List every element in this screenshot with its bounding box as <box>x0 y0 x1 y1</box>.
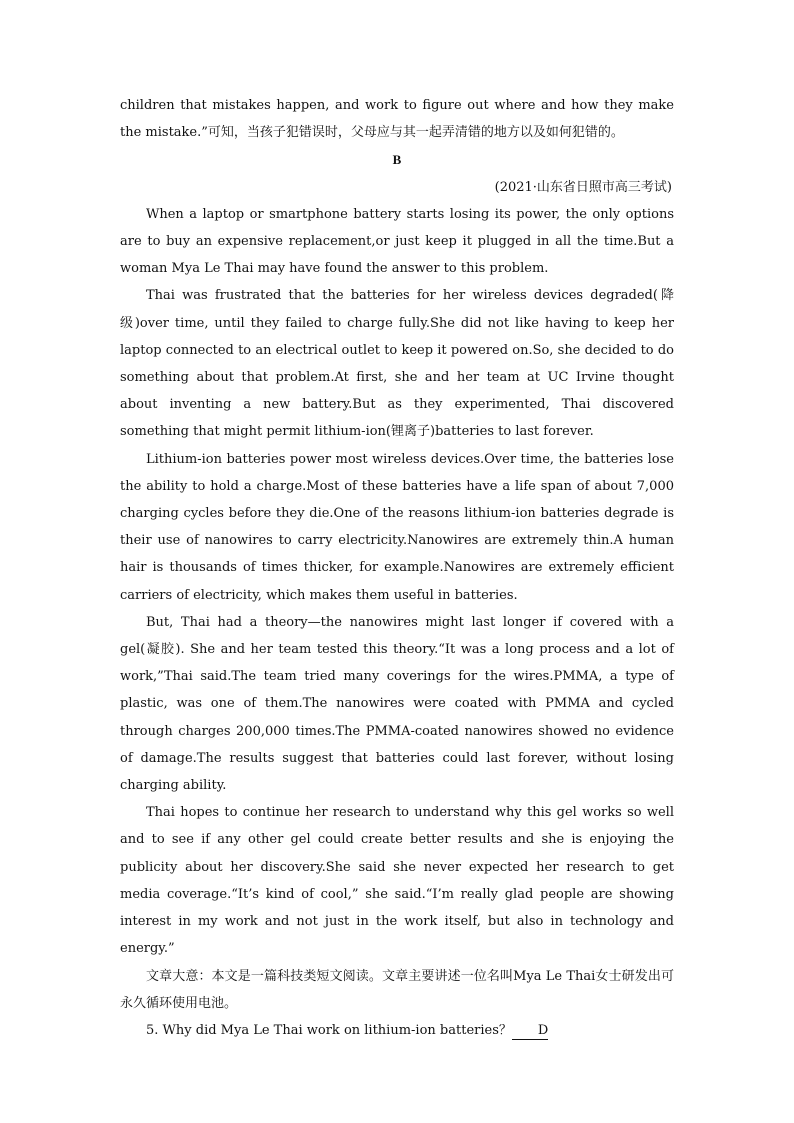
passage-paragraph-4: But, Thai had a theory—the nanowires might last longer if covered with a gel(凝胶). She and her team tested this theory.“It was a long process and a lot of work,”Thai said.The team tried many coverings for the wires.PMMA, a type of plastic, was one of them.The nanowires were coated with PMMA and cycled through charges 200,000 times.The PMMA-coated nanowires showed no evidence of damage.The results suggest that batteries could last forever, without losing charging ability. <box>120 614 674 794</box>
answer-blank: D <box>512 1022 548 1040</box>
document-page <box>120 92 674 1044</box>
summary-paragraph: 文章大意：本文是一篇科技类短文阅读。文章主要讲述一位名叫Mya Le Thai女士研发出可永久循环使用电池。 <box>120 968 674 1011</box>
question-5 <box>120 1017 674 1044</box>
question-text: 5. Why did Mya Le Thai work on lithium-ion batteries？ <box>146 1022 512 1038</box>
section-heading: B <box>392 152 402 168</box>
passage-paragraph-5: Thai hopes to continue her research to understand why this gel works so well and to see if any other gel could create better results and she is enjoying the publicity about her discovery.She said she never expected her research to get media coverage.“It’s kind of cool,” she said.“I’m really glad people are showing interest in my work and not just in the work itself, but also in technology and energy.” <box>120 805 674 957</box>
passage-paragraph-2: Thai was frustrated that the batteries for her wireless devices degraded(降级)over time, until they failed to charge fully.She did not like having to keep her laptop connected to an electrical outlet to keep it powered on.So, she decided to do something about that problem.At first, she and her team at UC Irvine thought about inventing a new battery.But as they experimented, Thai discovered something that might permit lithium-ion(锂离子)batteries to last forever. <box>120 288 674 440</box>
passage-paragraph-1: When a laptop or smartphone battery starts losing its power, the only options are to buy an expensive replacement,or just keep it plugged in all the time.But a woman Mya Le Thai may have found the answer to this problem. <box>120 206 674 277</box>
continuation-paragraph: children that mistakes happen, and work to figure out where and how they make the mistake.”可知，当孩子犯错误时，父母应与其一起弄清错的地方以及如何犯错的。 <box>120 98 674 141</box>
source-note: (2021·山东省日照市高三考试) <box>494 179 672 195</box>
passage-paragraph-3: Lithium-ion batteries power most wireless devices.Over time, the batteries lose the ability to hold a charge.Most of these batteries have a life span of about 7,000 charging cycles before they die.One of the reasons lithium-ion batteries degrade is their use of nanowires to carry electricity.Nanowires are extremely thin.A human hair is thousands of times thicker, for example.Nanowires are extremely efficient carriers of electricity, which makes them useful in batteries. <box>120 451 674 603</box>
